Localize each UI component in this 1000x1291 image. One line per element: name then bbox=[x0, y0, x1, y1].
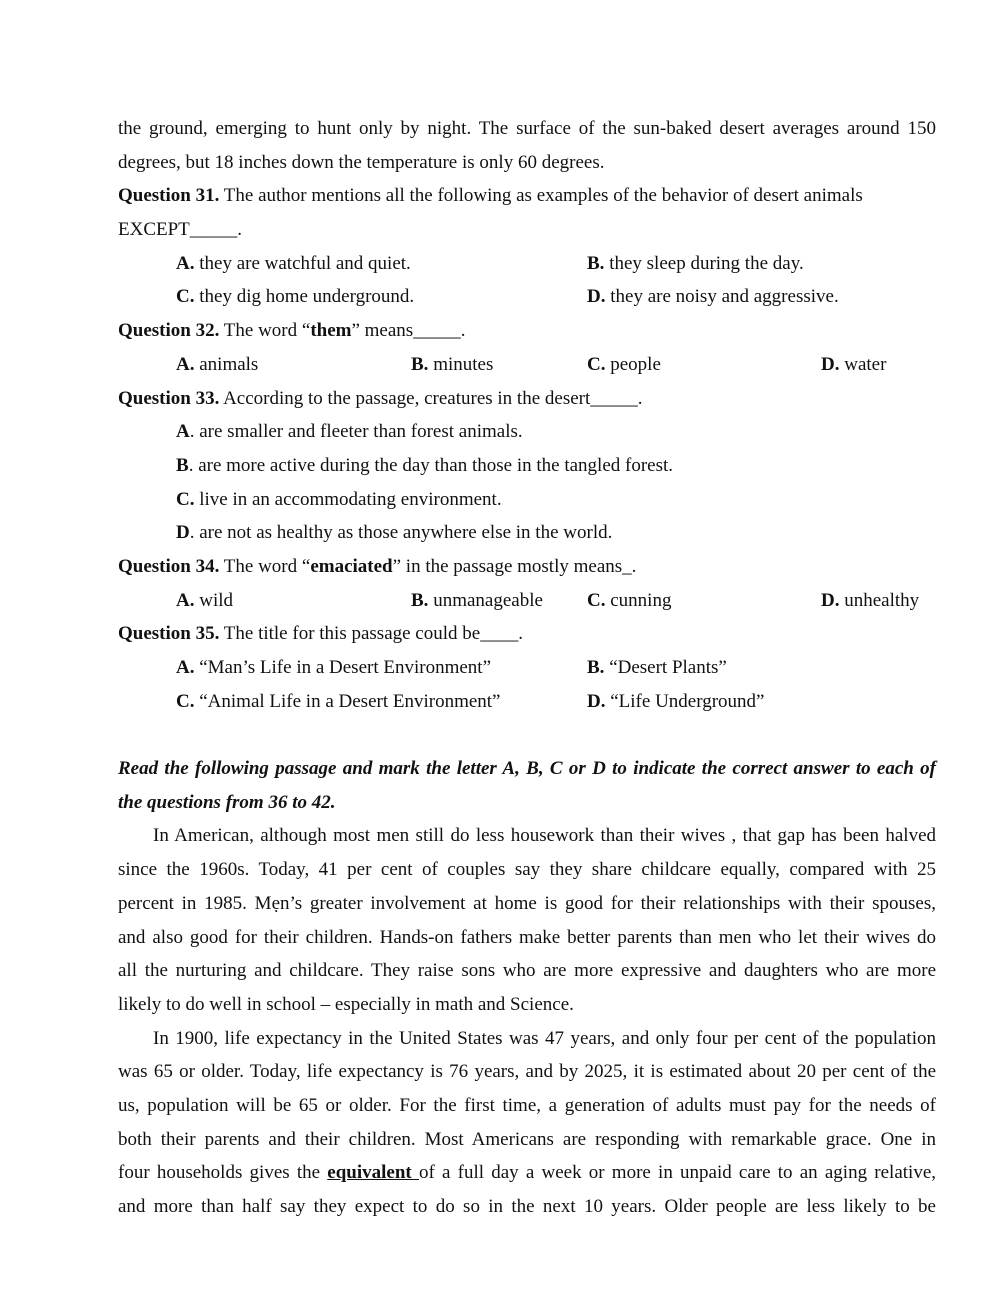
question-31-stem bbox=[118, 179, 936, 213]
question-35-stem: Question 35. The title for this passage could be____. bbox=[118, 623, 523, 645]
question-label: Question 31. bbox=[118, 185, 220, 207]
passage-line: and also good for their children. Hands-on fathers make better parents than men who let their wives do bbox=[118, 926, 936, 948]
passage-line: and more than half say they expect to do so in the next 10 years. Older people are less likely to be bbox=[118, 1196, 936, 1217]
passage-line: likely to do well in school – especially in math and Science. bbox=[118, 993, 574, 1015]
passage-line: us, population will be 65 or older. For the first time, a generation of adults must pay for the needs of bbox=[118, 1094, 936, 1116]
passage-line: both their parents and their children. Most Americans are responding with remarkable grace. One in bbox=[118, 1128, 936, 1150]
passage-line: In 1900, life expectancy in the United States was 47 years, and only four per cent of the population bbox=[153, 1027, 936, 1049]
option-c[interactable]: C. cunning bbox=[587, 589, 672, 611]
question-34-options bbox=[118, 584, 936, 618]
question-33-option-b[interactable]: B. are more active during the day than those in the tangled forest. bbox=[176, 454, 674, 476]
quoted-word: emaciated bbox=[310, 555, 393, 577]
passage-line: was 65 or older. Today, life expectancy is 76 years, and by 2025, it is estimated about 20 per cent of the bbox=[118, 1061, 936, 1083]
option-d[interactable]: D. unhealthy bbox=[821, 589, 920, 611]
option-b[interactable]: B. minutes bbox=[411, 353, 494, 375]
option-c[interactable]: C. they dig home underground. bbox=[176, 286, 415, 308]
option-c[interactable]: C. people bbox=[587, 353, 661, 375]
question-35-options-row1 bbox=[118, 651, 936, 685]
question-33-option-a[interactable]: A. are smaller and fleeter than forest animals. bbox=[176, 421, 523, 443]
page-content bbox=[118, 112, 936, 1224]
question-35-options-row2 bbox=[118, 685, 936, 719]
question-34-stem: Question 34. The word “emaciated” in the passage mostly means_. bbox=[118, 555, 637, 577]
passage-line: In American, although most men still do less housework than their wives , that gap has been halved bbox=[153, 825, 936, 847]
option-a[interactable]: A. wild bbox=[176, 589, 234, 611]
question-31-options-row2 bbox=[118, 280, 936, 314]
option-c[interactable]: C. “Animal Life in a Desert Environment” bbox=[176, 690, 501, 712]
passage-line: since the 1960s. Today, 41 per cent of couples say they share childcare equally, compared with 25 bbox=[118, 859, 936, 881]
quoted-word: them bbox=[310, 320, 352, 342]
question-32-stem: Question 32. The word “them” means_____. bbox=[118, 320, 466, 342]
option-b[interactable]: B. “Desert Plants” bbox=[587, 657, 727, 678]
section-instruction-cont: the questions from 36 to 42. bbox=[118, 791, 336, 813]
option-d[interactable]: D. “Life Underground” bbox=[587, 690, 765, 712]
option-a[interactable]: A. “Man’s Life in a Desert Environment” bbox=[176, 657, 491, 678]
question-33-stem: Question 33. According to the passage, creatures in the desert_____. bbox=[118, 387, 643, 409]
question-label: Question 33. bbox=[118, 387, 220, 409]
question-text: The author mentions all the following as examples of the behavior of desert animals bbox=[223, 185, 863, 207]
question-label: Question 35. bbox=[118, 623, 220, 645]
passage-line: four households gives the equivalent of a full day a week or more in unpaid care to an aging relative, bbox=[118, 1162, 937, 1184]
question-31-stem-cont: EXCEPT_____. bbox=[118, 219, 243, 241]
question-33-option-c[interactable]: C. live in an accommodating environment. bbox=[176, 488, 502, 510]
passage-line: degrees, but 18 inches down the temperature is only 60 degrees. bbox=[118, 151, 605, 173]
option-a[interactable]: A. they are watchful and quiet. bbox=[176, 252, 411, 274]
passage-line: percent in 1985. Mẹn’s greater involvement at home is good for their relationships with their spouses, bbox=[118, 892, 936, 914]
question-32-options bbox=[118, 348, 936, 382]
option-d[interactable]: D. they are noisy and aggressive. bbox=[587, 286, 839, 308]
passage-line: the ground, emerging to hunt only by night. The surface of the sun-baked desert averages around 150 bbox=[118, 118, 936, 139]
passage-line: all the nurturing and childcare. They raise sons who are more expressive and daughters who are more bbox=[118, 960, 936, 982]
question-31-options-row1 bbox=[118, 247, 936, 281]
option-a[interactable]: A. animals bbox=[176, 353, 259, 375]
option-b[interactable]: B. they sleep during the day. bbox=[587, 252, 804, 274]
question-label: Question 32. bbox=[118, 320, 220, 342]
question-33-option-d[interactable]: D. are not as healthy as those anywhere else in the world. bbox=[176, 522, 613, 544]
option-d[interactable]: D. water bbox=[821, 353, 887, 375]
option-b[interactable]: B. unmanageable bbox=[411, 589, 543, 611]
question-label: Question 34. bbox=[118, 555, 220, 577]
section-instruction: Read the following passage and mark the letter A, B, C or D to indicate the correct answer to each of bbox=[118, 758, 936, 780]
section-gap bbox=[118, 718, 936, 752]
underlined-word: equivalent bbox=[327, 1162, 419, 1184]
